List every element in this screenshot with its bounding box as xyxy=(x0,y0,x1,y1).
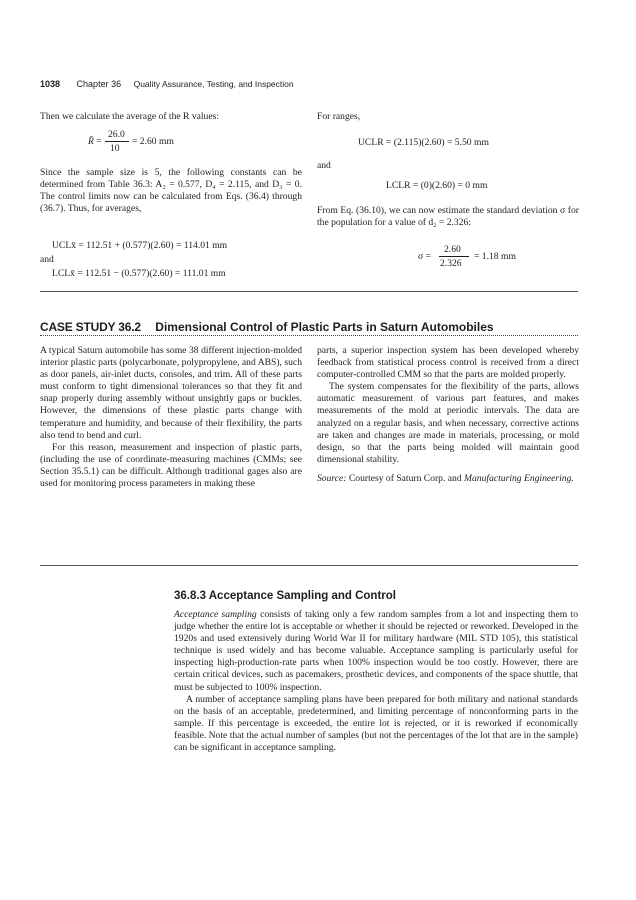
top-divider xyxy=(40,291,578,292)
source-publication: Manufacturing Engineering. xyxy=(464,472,574,484)
rbar-result: = 2.60 mm xyxy=(132,136,174,147)
rbar-equation: R̄ = 26.0 10 = 2.60 mm xyxy=(88,129,174,154)
sigma-equation xyxy=(418,243,568,271)
case-study-bottom-rule xyxy=(40,565,578,566)
intro-text: Then we calculate the average of the R values: xyxy=(40,111,219,122)
sigma-paragraph: From Eq. (36.10), we can now estimate the standard deviation σ for the population for a value of d₂ = 2.326: xyxy=(317,205,579,229)
case-study-col1-p1: A typical Saturn automobile has some 38 different injection-molded interior plastic parts (polycarbonate, polypropylene, and ABS), such as door panels, air-inlet ducts, consoles, and trim. All of these parts must conform to tight dimensional tolerances so that they fit and snap properly during assembly without unsightly gaps or buckles. However, the dimensions of these plastic parts change with temperature and humidity, and because of their flexibility, the parts also tend to bend and curl. xyxy=(40,345,302,441)
constants-paragraph: Since the sample size is 5, the following constants can be determined from Table 36.3: A₂ = 0.577, D₄ = 2.115, and D₃ = 0. The control limits now can be calculated from Eqs. (36.4) through (36.7). Thus, for averages, xyxy=(40,167,302,215)
sigma-lhs: σ = xyxy=(418,251,431,262)
running-header xyxy=(40,78,440,90)
case-study-title: Dimensional Control of Plastic Parts in Saturn Automobiles xyxy=(155,320,494,334)
case-study-label: CASE STUDY 36.2 xyxy=(40,320,141,334)
section-p1 xyxy=(174,609,578,694)
page-number: 1038 xyxy=(40,79,61,89)
section-body xyxy=(174,609,578,754)
sigma-result: = 1.18 mm xyxy=(474,251,516,262)
case-study-col2 xyxy=(317,345,579,485)
case-study-col1-p2: For this reason, measurement and inspection of plastic parts, (including the use of coordinate-measuring machines (CMMs; see Section 35.5.1) can be difficult. Although traditional gages also are used for monitoring process parameters in making these xyxy=(40,441,302,490)
ucl-x-equation: UCLx̄ = 112.51 + (0.577)(2.60) = 114.01 mm xyxy=(52,240,228,251)
chapter-title: Quality Assurance, Testing, and Inspection xyxy=(133,79,294,89)
section-p1-term: Acceptance sampling xyxy=(174,609,257,620)
section-p1-text: consists of taking only a few random samples from a lot and inspecting them to judge whether the entire lot is acceptable or whether it should be rejected or reworked. Developed in the 1920s and used extensively during World War II for military hardware (MIL STD 105), this statistical technique is used widely and has become valuable. Acceptance sampling is particularly useful for inspecting high-production-rate parts when 100% inspection would be too costly. However, there are certain critical devices, such as pacemakers, prosthetic devices, and components of the space shuttle, that must be subjected to 100% inspection. xyxy=(174,609,578,693)
case-study-col2-p2: The system compensates for the flexibility of the parts, allows automatic measurement of various part features, and makes measurements of the mold at periodic intervals. The data are analyzed on a regular basis, and when necessary, corrective actions are taken and changes are made in materials, processing, or mold design, so that the parts being molded will maintain good dimensional stability. xyxy=(317,381,579,465)
source-label: Source: xyxy=(317,472,347,484)
lcl-r-equation: LCLR = (0)(2.60) = 0 mm xyxy=(386,180,488,191)
case-study-col2-p1: parts, a superior inspection system has been developed whereby feedback from statistical process control is received from a direct computer-controlled CMM so that the parts are molded properly. xyxy=(317,345,579,381)
sigma-numerator: 2.60 xyxy=(444,244,461,255)
case-study-source xyxy=(317,473,579,485)
case-study-header xyxy=(40,318,578,334)
and-label-right: and xyxy=(317,160,331,171)
rbar-denominator: 10 xyxy=(110,143,120,154)
sigma-denominator: 2.326 xyxy=(440,258,462,269)
section-heading: 36.8.3 Acceptance Sampling and Control xyxy=(174,590,396,602)
for-ranges-label: For ranges, xyxy=(317,111,361,122)
source-text: Courtesy of Saturn Corp. and xyxy=(348,472,462,484)
case-study-col1 xyxy=(40,345,302,490)
case-study-rule xyxy=(40,335,578,336)
ucl-r-equation: UCLR = (2.115)(2.60) = 5.50 mm xyxy=(358,137,489,148)
chapter-label: Chapter 36 xyxy=(76,79,122,89)
and-label-left: and xyxy=(40,254,54,265)
lcl-x-equation: LCLx̄ = 112.51 − (0.577)(2.60) = 111.01 mm xyxy=(52,268,226,279)
fraction-bar xyxy=(439,256,469,257)
rbar-numerator: 26.0 xyxy=(108,129,125,140)
fraction-bar xyxy=(105,141,129,142)
section-p2: A number of acceptance sampling plans have been prepared for both military and national standards on the basis of an acceptable, predetermined, and limiting percentage of nonconforming parts in the sample. If this percentage is exceeded, the entire lot is rejected, or it is reworked if economically feasible. Note that the actual number of samples (but not the percentages of the lot that are in the sample) can be significant in acceptance sampling. xyxy=(174,693,578,754)
